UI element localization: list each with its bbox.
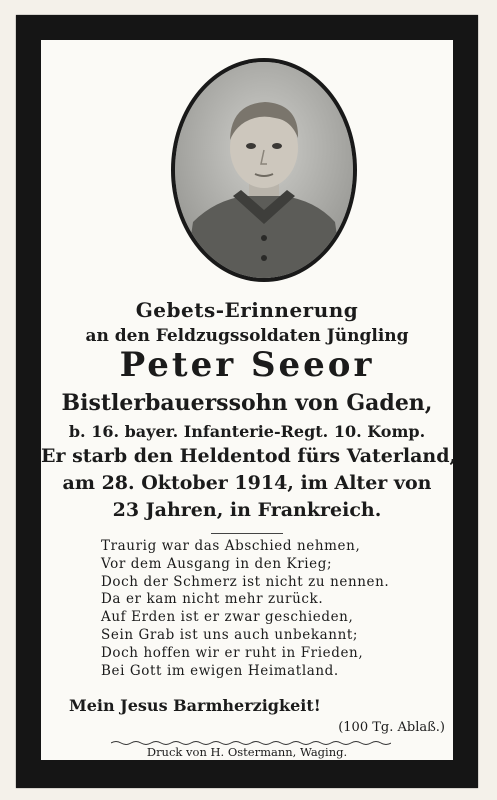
section-divider — [211, 533, 283, 534]
death-line-3: 23 Jahren, in Frankreich. — [112, 499, 382, 521]
poem-line: Bei Gott im ewigen Heimatland. — [101, 662, 339, 679]
card-paper — [41, 40, 457, 760]
prayer-line: Mein Jesus Barmherzigkeit! — [69, 696, 321, 715]
poem-line: Sein Grab ist uns auch unbekannt; — [101, 626, 359, 643]
poem-line: Doch der Schmerz ist nicht zu nennen. — [101, 573, 390, 590]
portrait-frame — [171, 58, 357, 282]
deceased-name: Peter Seeor — [119, 345, 375, 385]
portrait-image — [175, 62, 353, 278]
poem-line: Auf Erden ist er zwar geschieden, — [101, 609, 354, 626]
origin-line: Bistlerbauerssohn von Gaden, — [61, 390, 433, 416]
printer-imprint: Druck von H. Ostermann, Waging. — [146, 745, 348, 759]
heading: Gebets-Erinnerung — [135, 298, 359, 322]
death-line-2: am 28. Oktober 1914, im Alter von — [62, 472, 432, 494]
soldier-portrait — [175, 62, 353, 278]
death-line-1: Er starb den Heldentod fürs Vaterland, — [41, 445, 457, 467]
regiment-line: b. 16. bayer. Infanterie-Regt. 10. Komp. — [68, 422, 426, 441]
poem-line: Doch hoffen wir er ruht in Frieden, — [101, 644, 364, 661]
poem-line: Da er kam nicht mehr zurück. — [101, 591, 324, 608]
memorial-poem — [101, 538, 421, 680]
poem-line: Vor dem Ausgang in den Krieg; — [101, 555, 333, 572]
poem-line: Traurig war das Abschied nehmen, — [101, 538, 361, 554]
memorial-card — [16, 15, 478, 788]
indulgence-note: (100 Tg. Ablaß.) — [338, 720, 445, 735]
subheading: an den Feldzugssoldaten Jüngling — [85, 326, 409, 346]
